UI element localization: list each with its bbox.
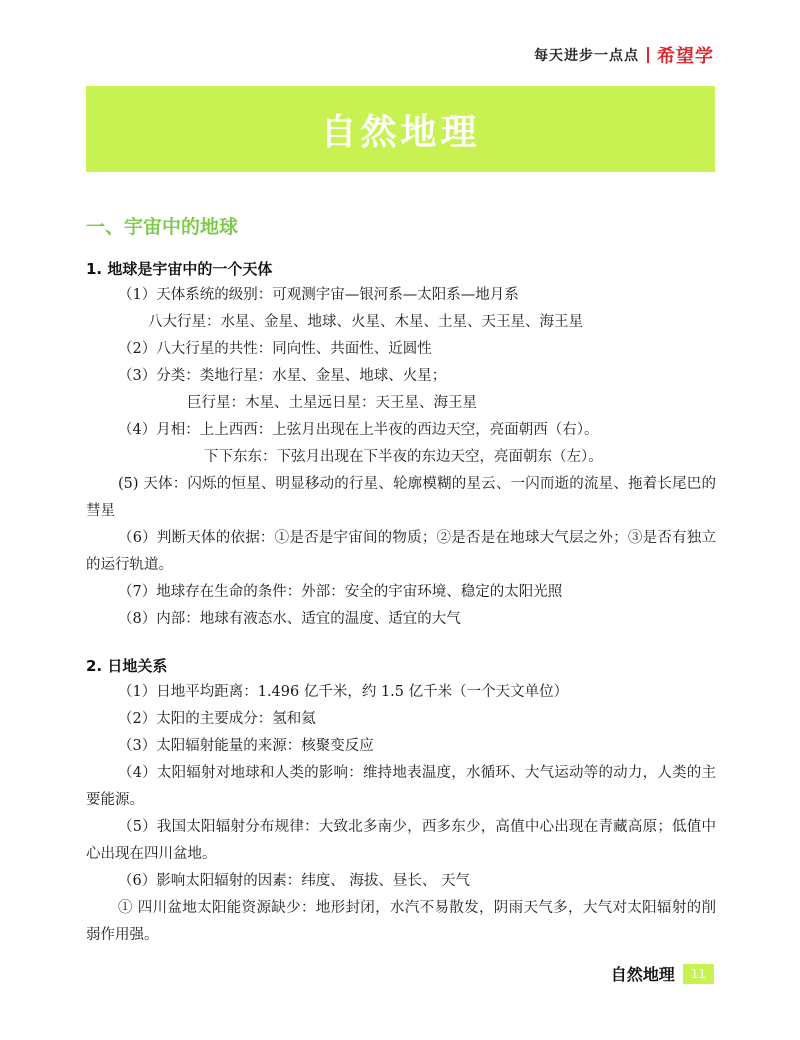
section-gap xyxy=(86,633,716,653)
header-bar xyxy=(534,42,714,68)
text-line: （7）地球存在生命的条件：外部：安全的宇宙环境、稳定的太阳光照 xyxy=(118,584,563,600)
text-paragraph: ① 四川盆地太阳能资源缺少：地形封闭，水汽不易散发，阴雨天气多，大气对太阳辐射的削弱作用强。 xyxy=(86,900,716,943)
text-line: （3）分类：类地行星：水星、金星、地球、火星； xyxy=(118,368,447,384)
text-line: （3）太阳辐射能量的来源：核聚变反应 xyxy=(118,738,374,754)
text-line: 下下东东：下弦月出现在下半夜的东边天空，亮面朝东（左）。 xyxy=(204,449,603,465)
brand-logo: 希望学 xyxy=(657,46,714,67)
sub-heading-1: 1. 地球是宇宙中的一个天体 xyxy=(86,260,273,278)
header-separator xyxy=(647,47,649,63)
text-line: （6）影响太阳辐射的因素：纬度、 海拔、昼长、 天气 xyxy=(118,873,470,889)
chapter-title: 自然地理 xyxy=(320,111,481,153)
text-line: （4）月相：上上西西：上弦月出现在上半夜的西边天空，亮面朝西（右）。 xyxy=(118,422,599,438)
sub-heading-2: 2. 日地关系 xyxy=(86,657,168,675)
section-heading: 一、宇宙中的地球 xyxy=(86,216,239,238)
page-content xyxy=(86,212,716,949)
text-line: 八大行星：水星、金星、地球、火星、木星、土星、天王星、海王星 xyxy=(148,314,583,330)
text-paragraph: （5）我国太阳辐射分布规律：大致北多南少，西多东少，高值中心出现在青藏高原；低值中心出现在四川盆地。 xyxy=(86,819,716,862)
text-paragraph: (5) 天体：闪烁的恒星、明显移动的行星、轮廓模糊的星云、一闪而逝的流星、拖着长尾巴的彗星 xyxy=(86,476,716,519)
page-number: 11 xyxy=(683,964,714,984)
header-slogan: 每天进步一点点 xyxy=(534,48,639,64)
text-line: 巨行星：木星、土星远日星：天王星、海王星 xyxy=(187,395,477,411)
footer-title: 自然地理 xyxy=(610,965,675,984)
text-line: （1）天体系统的级别：可观测宇宙—银河系—太阳系—地月系 xyxy=(118,287,519,303)
text-line: （2）太阳的主要成分：氢和氦 xyxy=(118,711,316,727)
text-paragraph: （6）判断天体的依据：①是否是宇宙间的物质；②是否是在地球大气层之外；③是否有独立的运行轨道。 xyxy=(86,530,716,573)
page-footer xyxy=(611,962,714,985)
chapter-banner xyxy=(86,86,715,172)
text-line: （8）内部：地球有液态水、适宜的温度、适宜的大气 xyxy=(118,611,461,627)
text-line: （1）日地平均距离：1.496 亿千米，约 1.5 亿千米（一个天文单位） xyxy=(118,684,569,700)
text-paragraph: （4）太阳辐射对地球和人类的影响：维持地表温度，水循环、大气运动等的动力，人类的主要能源。 xyxy=(86,765,716,808)
text-line: （2）八大行星的共性：同向性、共面性、近圆性 xyxy=(118,341,432,357)
